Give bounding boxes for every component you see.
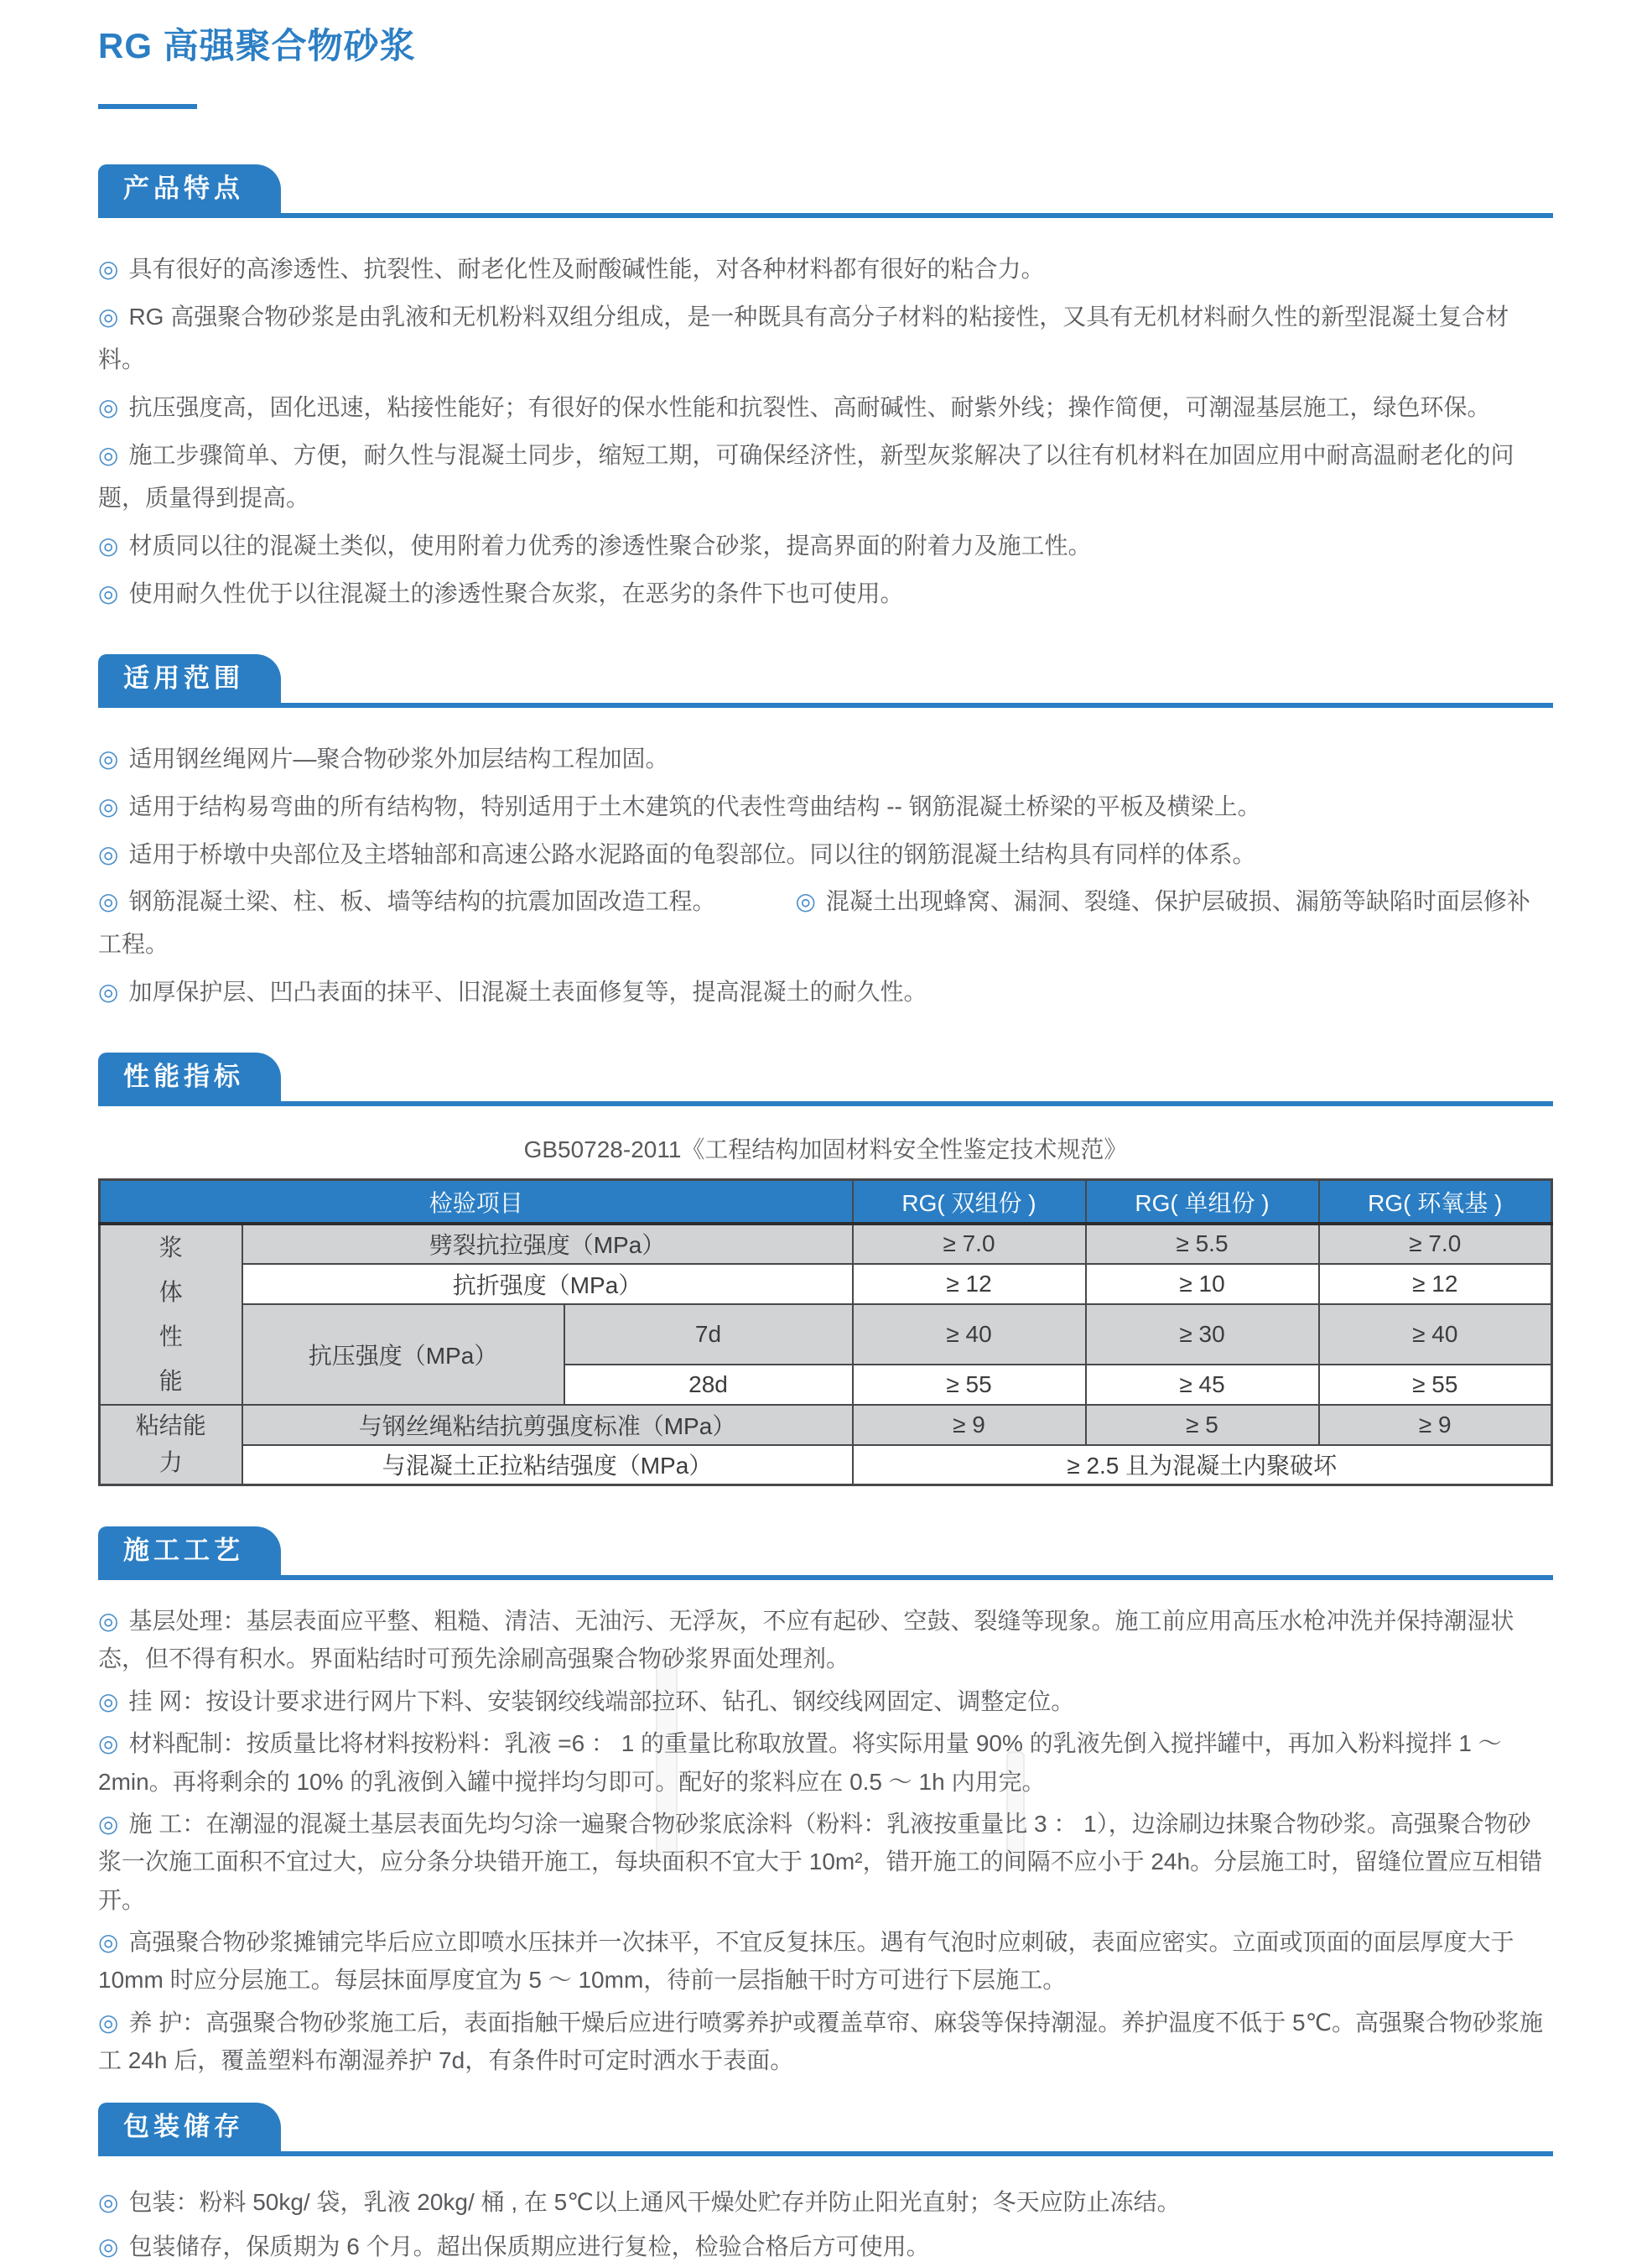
bullet-item (98, 834, 1553, 876)
bullet-text: 适用于桥墩中央部位及主塔轴部和高速公路水泥路面的龟裂部位。同以往的钢筋混凝土结构具有同样的体系。 (128, 840, 1256, 867)
bullet-text: 养 护：高强聚合物砂浆施工后，表面指触干燥后应进行喷雾养护或覆盖草帘、麻袋等保持潮湿。养护温度不低于 5℃。高强聚合物砂浆施工 24h 后，覆盖塑料布潮湿养护 7d，有条件时可定时洒水于表面。 (98, 2009, 1544, 2074)
sub-label: 28d (564, 1365, 853, 1405)
col-header-rg1: RG( 单组份 ) (1086, 1180, 1319, 1224)
bullet-icon: ◎ (98, 745, 119, 772)
section-performance (98, 1053, 1553, 1486)
bullet-item (98, 573, 1553, 616)
table-row-split-tensile (100, 1224, 1552, 1264)
bullet-icon: ◎ (98, 580, 119, 606)
value-cell: ≥ 7.0 (853, 1224, 1086, 1264)
bullet-text: RG 高强聚合物砂浆是由乳液和无机粉料双组分组成，是一种既具有高分子材料的粘接性，又具有无机材料耐久性的新型混凝土复合材料。 (98, 303, 1509, 372)
section-rule (98, 703, 1553, 708)
bullet-text: 钢筋混凝土梁、柱、板、墙等结构的抗震加固改造工程。 (128, 888, 716, 915)
section-tab-label: 包装储存 (98, 2103, 281, 2151)
bullet-text: 高强聚合物砂浆摊铺完毕后应立即喷水压抹并一次抹平，不宜反复抹压。遇有气泡时应刺破，表面应密实。立面或顶面的面层厚度大于 10mm 时应分层施工。每层抹面厚度宜为 5 ～ 10mm，待前一层指触干时方可进行下层施工。 (98, 1928, 1514, 1994)
merged-value-cell: ≥ 2.5 且为混凝土内聚破坏 (853, 1445, 1552, 1485)
bullet-text: 使用耐久性优于以往混凝土的渗透性聚合灰浆，在恶劣的条件下也可使用。 (128, 580, 904, 606)
bullet-icon: ◎ (98, 2233, 119, 2260)
value-cell: ≥ 30 (1086, 1304, 1319, 1365)
performance-table (98, 1178, 1553, 1486)
bullet-item (98, 2004, 1553, 2080)
bullet-text: 混凝土出现蜂窝、漏洞、裂缝、保护层破损、漏筋等缺陷时面层修补工程。 (98, 888, 1530, 958)
col-header-rg2: RG( 双组份 ) (853, 1180, 1086, 1224)
section-tab-label: 性能指标 (98, 1053, 281, 1101)
bullet-icon: ◎ (98, 1687, 119, 1714)
section-rule (98, 2151, 1553, 2156)
bullet-text: 适用钢丝绳网片—聚合物砂浆外加层结构工程加固。 (128, 745, 669, 772)
bullet-item (98, 248, 1553, 291)
bullet-text: 施工步骤简单、方便，耐久性与混凝土同步，缩短工期，可确保经济性，新型灰浆解决了以往有机材料在加固应用中耐高温耐老化的问题，质量得到提高。 (98, 441, 1514, 511)
bullet-icon: ◎ (98, 888, 119, 915)
bullet-icon: ◎ (795, 888, 816, 915)
bullet-icon: ◎ (98, 303, 119, 330)
section-scope (98, 654, 1553, 1015)
table-row-pulloff (100, 1445, 1552, 1485)
bullet-item (98, 1682, 1553, 1720)
section-rule (98, 1101, 1553, 1106)
value-cell: ≥ 40 (1319, 1304, 1552, 1365)
bullet-item (98, 1724, 1553, 1801)
page-title: RG 高强聚合物砂浆 (98, 26, 416, 65)
value-cell: ≥ 55 (853, 1365, 1086, 1405)
scope-bullet-list (98, 738, 1553, 1015)
sub-label: 7d (564, 1304, 853, 1365)
section-packaging (98, 2103, 1553, 2267)
packaging-bullet-list (98, 2181, 1553, 2267)
value-cell: ≥ 40 (853, 1304, 1086, 1365)
section-tab-label: 产品特点 (98, 164, 281, 213)
value-cell: ≥ 10 (1086, 1264, 1319, 1304)
bullet-item (98, 971, 1553, 1014)
bullet-text: 材料配制：按质量比将材料按粉料：乳液 =6 ： 1 的重量比称取放置。将实际用量 90% 的乳液先倒入搅拌罐中，再加入粉料搅拌 1 ～ 2min。再将剩余的 10% 的乳液倒入罐中搅拌均匀即可。配好的浆料应在 0.5 ～ 1h 内用完。 (98, 1730, 1502, 1795)
title-underline (98, 104, 197, 109)
section-rule (98, 1575, 1553, 1580)
bullet-text: 施 工：在潮湿的混凝土基层表面先均匀涂一遍聚合物砂浆底涂料（粉料：乳液按重量比 3 ： 1），边涂刷边抹聚合物砂浆。高强聚合物砂浆一次施工面积不宜过大，应分条分块错开施工，每块面积不宜大于 10m²，错开施工的间隔不应小于 24h。分层施工时，留缝位置应互相错开。 (98, 1810, 1543, 1913)
row-label: 与混凝土正拉粘结强度（MPa） (242, 1445, 853, 1485)
row-label: 与钢丝绳粘结抗剪强度标准（MPa） (242, 1405, 853, 1445)
bullet-icon: ◎ (98, 2009, 119, 2036)
section-heading-scope (98, 654, 1553, 708)
bullet-text: 材质同以往的混凝土类似，使用附着力优秀的渗透性聚合砂浆，提高界面的附着力及施工性。 (128, 532, 1092, 559)
bullet-icon: ◎ (98, 840, 119, 867)
col-header-rge: RG( 环氧基 ) (1319, 1180, 1552, 1224)
value-cell: ≥ 12 (853, 1264, 1086, 1304)
bullet-text: 加厚保护层、凹凸表面的抹平、旧混凝土表面修复等，提高混凝土的耐久性。 (128, 979, 927, 1006)
value-cell: ≥ 12 (1319, 1264, 1552, 1304)
value-cell: ≥ 5 (1086, 1405, 1319, 1445)
bullet-icon: ◎ (98, 532, 119, 559)
table-row-flexural (100, 1264, 1552, 1304)
table-row-compressive-7d (100, 1304, 1552, 1365)
value-cell: ≥ 7.0 (1319, 1224, 1552, 1264)
row-group-slurry: 浆体性能 (100, 1224, 242, 1405)
value-cell: ≥ 9 (1319, 1405, 1552, 1445)
col-header-item: 检验项目 (100, 1180, 853, 1224)
bullet-item (98, 1923, 1553, 1999)
bullet-item (98, 2226, 1553, 2267)
table-header-row (100, 1180, 1552, 1224)
process-bullet-list (98, 1602, 1553, 2079)
bullet-text: 适用于结构易弯曲的所有结构物，特别适用于土木建筑的代表性弯曲结构 -- 钢筋混凝土桥梁的平板及横梁上。 (128, 793, 1261, 819)
bullet-item (98, 387, 1553, 429)
bullet-icon: ◎ (98, 441, 119, 468)
section-features (98, 164, 1553, 616)
section-heading-packaging (98, 2103, 1553, 2156)
value-cell: ≥ 45 (1086, 1365, 1319, 1405)
bullet-icon: ◎ (98, 1810, 119, 1837)
bullet-item (98, 296, 1553, 382)
section-tab-label: 适用范围 (98, 654, 281, 703)
bullet-icon: ◎ (98, 256, 119, 282)
section-heading-process (98, 1526, 1553, 1580)
row-label: 劈裂抗拉强度（MPa） (242, 1224, 853, 1264)
bullet-item (98, 525, 1553, 568)
bullet-text: 抗压强度高，固化迅速，粘接性能好；有很好的保水性能和抗裂性、高耐碱性、耐紫外线；操作简便，可潮湿基层施工，绿色环保。 (128, 393, 1491, 420)
bullet-icon: ◎ (98, 1608, 119, 1635)
bullet-icon: ◎ (98, 979, 119, 1006)
bullet-item (98, 786, 1553, 829)
bullet-text: 具有很好的高渗透性、抗裂性、耐老化性及耐酸碱性能，对各种材料都有很好的粘合力。 (128, 256, 1045, 282)
bullet-icon: ◎ (98, 393, 119, 420)
row-label: 抗折强度（MPa） (242, 1264, 853, 1304)
bullet-item (98, 2181, 1553, 2223)
value-cell: ≥ 9 (853, 1405, 1086, 1445)
bullet-item (98, 1805, 1553, 1919)
row-group-bond: 粘结能力 (100, 1405, 242, 1485)
bullet-icon: ◎ (98, 793, 119, 819)
bullet-text: 基层处理：基层表面应平整、粗糙、清洁、无油污、无浮灰，不应有起砂、空鼓、裂缝等现象。施工前应用高压水枪冲洗并保持潮湿状态，但不得有积水。界面粘结时可预先涂刷高强聚合物砂浆界面处理剂。 (98, 1608, 1514, 1672)
features-bullet-list (98, 248, 1553, 616)
row-label-compressive: 抗压强度（MPa） (242, 1304, 564, 1405)
bullet-text: 包装：粉料 50kg/ 袋，乳液 20kg/ 桶 , 在 5℃以上通风干燥处贮存并防止阳光直射；冬天应防止冻结。 (128, 2189, 1181, 2216)
bullet-icon: ◎ (98, 1730, 119, 1757)
section-process (98, 1526, 1553, 2079)
value-cell: ≥ 55 (1319, 1365, 1552, 1405)
value-cell: ≥ 5.5 (1086, 1224, 1319, 1264)
bullet-item (98, 1602, 1553, 1678)
bullet-item-dual (98, 881, 1553, 966)
section-heading-performance (98, 1053, 1553, 1106)
table-row-shear (100, 1405, 1552, 1445)
bullet-item (98, 434, 1553, 520)
bullet-icon: ◎ (98, 2189, 119, 2216)
bullet-text: 挂 网：按设计要求进行网片下料、安装钢绞线端部拉环、钻孔、钢绞线网固定、调整定位。 (128, 1687, 1075, 1714)
bullet-item (98, 738, 1553, 781)
bullet-icon: ◎ (98, 1928, 119, 1955)
section-tab-label: 施工工艺 (98, 1526, 281, 1575)
bullet-text: 包装储存，保质期为 6 个月。超出保质期应进行复检，检验合格后方可使用。 (128, 2233, 930, 2260)
table-caption: GB50728-2011《工程结构加固材料安全性鉴定技术规范》 (523, 1136, 1128, 1163)
section-rule (98, 213, 1553, 218)
section-heading-features (98, 164, 1553, 218)
